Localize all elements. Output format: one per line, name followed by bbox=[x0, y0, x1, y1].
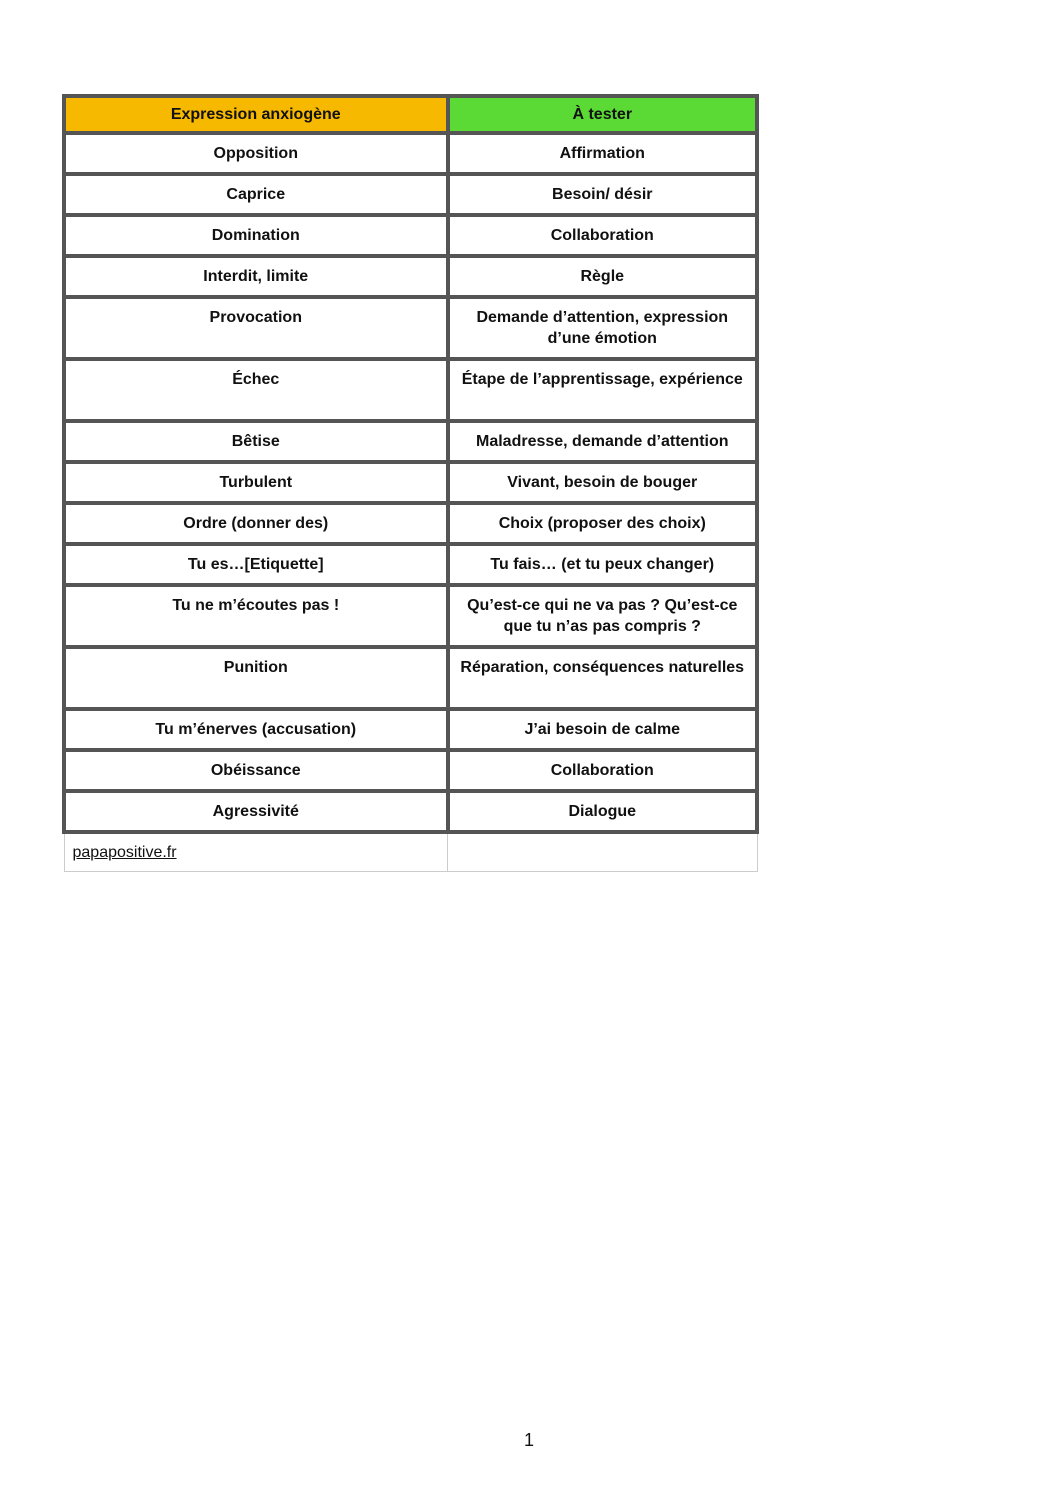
cell-alternative: Qu’est-ce qui ne va pas ? Qu’est-ce que tu n’as pas compris ? bbox=[448, 585, 757, 647]
cell-alternative: Vivant, besoin de bouger bbox=[448, 462, 757, 503]
cell-alternative: Demande d’attention, expression d’une émotion bbox=[448, 297, 757, 359]
table-row bbox=[64, 215, 757, 256]
cell-expression: Tu ne m’écoutes pas ! bbox=[64, 585, 448, 647]
cell-alternative: Dialogue bbox=[448, 791, 757, 832]
table-row bbox=[64, 421, 757, 462]
cell-expression: Tu m’énerves (accusation) bbox=[64, 709, 448, 750]
cell-expression: Provocation bbox=[64, 297, 448, 359]
header-expression-anxiogene: Expression anxiogène bbox=[64, 96, 448, 133]
cell-expression: Échec bbox=[64, 359, 448, 421]
table-row bbox=[64, 709, 757, 750]
cell-alternative: Choix (proposer des choix) bbox=[448, 503, 757, 544]
cell-alternative: Étape de l’apprentissage, expérience bbox=[448, 359, 757, 421]
papapositive-link[interactable]: papapositive.fr bbox=[72, 844, 177, 861]
table-row bbox=[64, 503, 757, 544]
table-row bbox=[64, 133, 757, 174]
cell-alternative: Besoin/ désir bbox=[448, 174, 757, 215]
cell-expression: Turbulent bbox=[64, 462, 448, 503]
page-number: 1 bbox=[523, 1430, 534, 1450]
cell-alternative: Règle bbox=[448, 256, 757, 297]
table-row bbox=[64, 791, 757, 832]
cell-alternative: Affirmation bbox=[448, 133, 757, 174]
table-row bbox=[64, 462, 757, 503]
empty-cell bbox=[448, 832, 757, 872]
table-header-row bbox=[64, 96, 757, 133]
table-row bbox=[64, 544, 757, 585]
cell-alternative: Collaboration bbox=[448, 750, 757, 791]
cell-alternative: Collaboration bbox=[448, 215, 757, 256]
table-row bbox=[64, 585, 757, 647]
comparison-table bbox=[62, 94, 759, 872]
table-row bbox=[64, 750, 757, 791]
table-row bbox=[64, 256, 757, 297]
cell-expression: Caprice bbox=[64, 174, 448, 215]
cell-alternative: Maladresse, demande d’attention bbox=[448, 421, 757, 462]
table-row bbox=[64, 174, 757, 215]
cell-expression: Punition bbox=[64, 647, 448, 709]
cell-expression: Ordre (donner des) bbox=[64, 503, 448, 544]
cell-alternative: Réparation, conséquences naturelles bbox=[448, 647, 757, 709]
table-row bbox=[64, 359, 757, 421]
cell-expression: Opposition bbox=[64, 133, 448, 174]
cell-expression: Obéissance bbox=[64, 750, 448, 791]
cell-expression: Domination bbox=[64, 215, 448, 256]
header-a-tester: À tester bbox=[448, 96, 757, 133]
cell-alternative: J’ai besoin de calme bbox=[448, 709, 757, 750]
footer-link-cell bbox=[64, 832, 448, 872]
cell-expression: Tu es…[Etiquette] bbox=[64, 544, 448, 585]
cell-expression: Bêtise bbox=[64, 421, 448, 462]
table-footer-row bbox=[64, 832, 757, 872]
cell-expression: Agressivité bbox=[64, 791, 448, 832]
table-row bbox=[64, 647, 757, 709]
cell-alternative: Tu fais… (et tu peux changer) bbox=[448, 544, 757, 585]
table-row bbox=[64, 297, 757, 359]
cell-expression: Interdit, limite bbox=[64, 256, 448, 297]
